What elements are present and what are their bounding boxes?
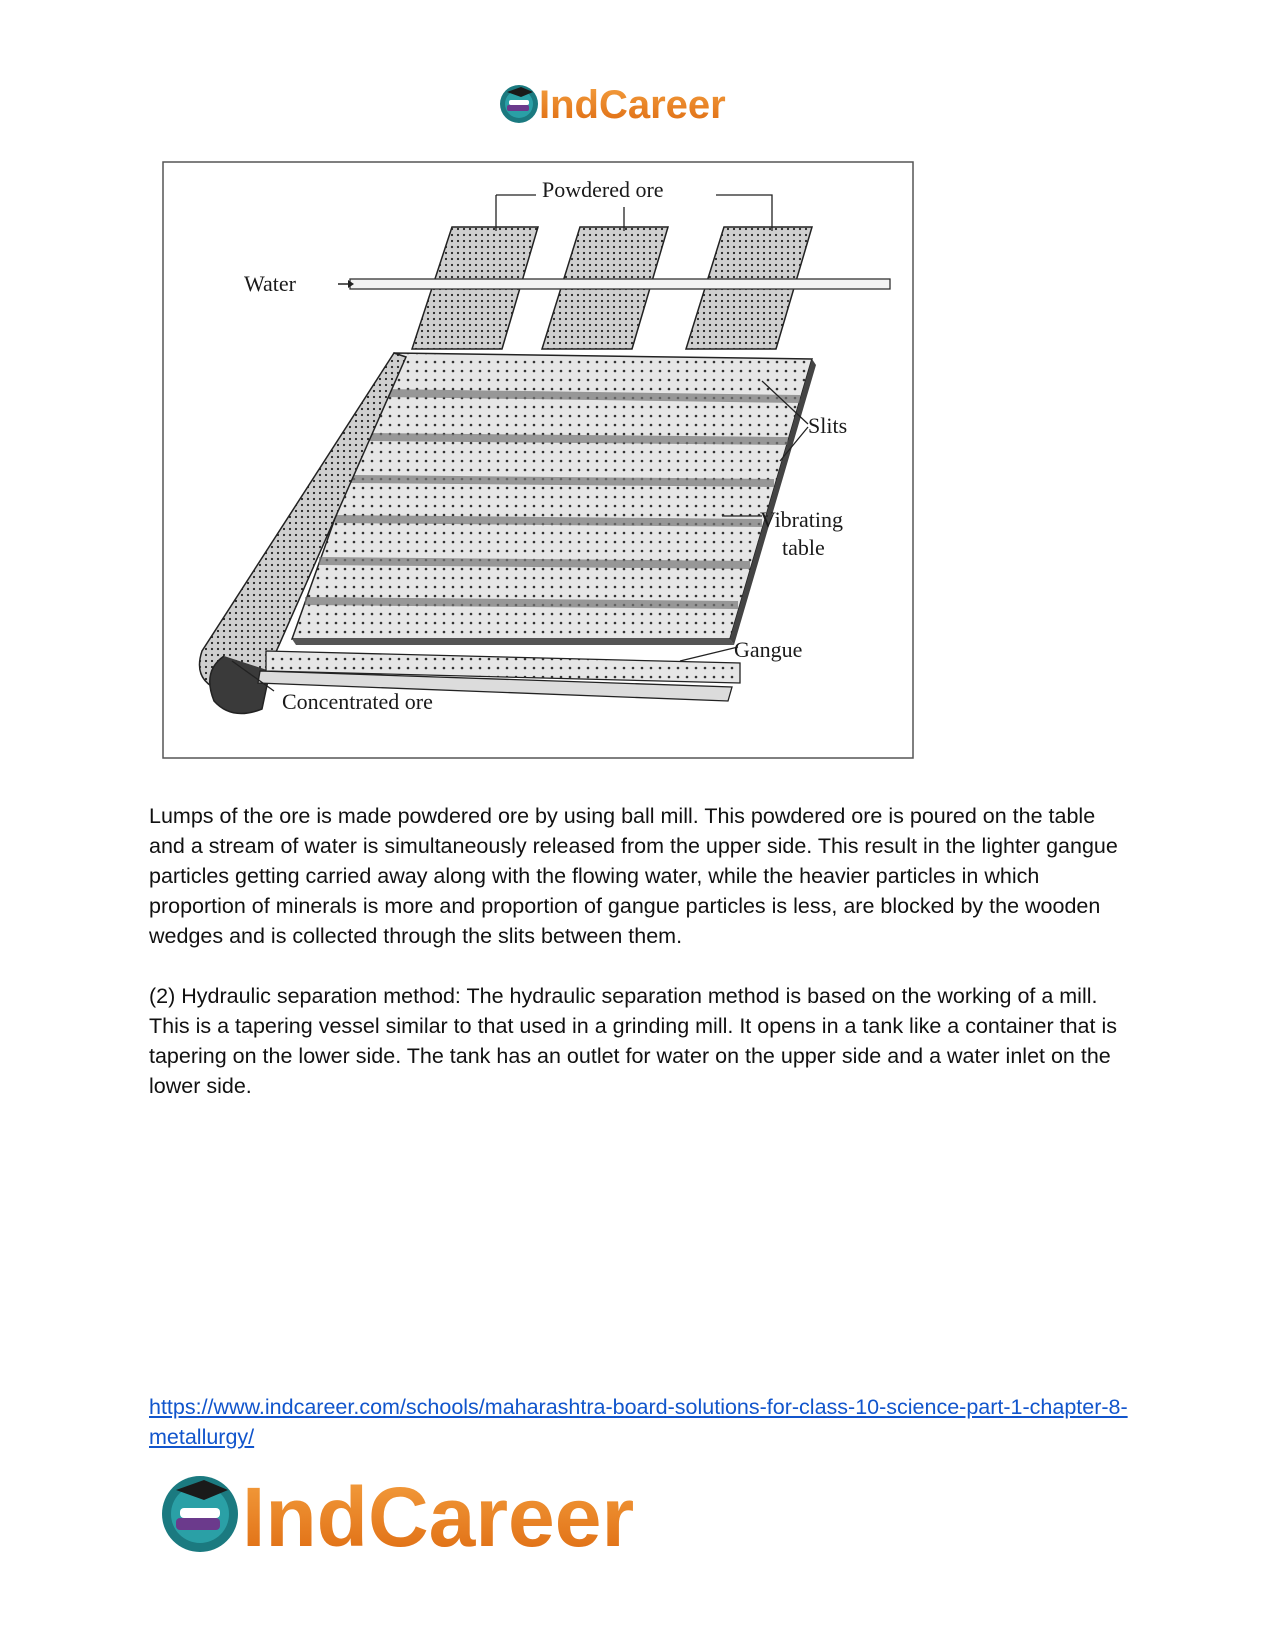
logo-text: IndCareer xyxy=(539,83,726,127)
source-link[interactable]: https://www.indcareer.com/schools/maharashtra-board-solutions-for-class-10-science-part-1-chapter-8-metallurgy/ xyxy=(149,1395,1128,1449)
indcareer-logo-top xyxy=(499,78,769,128)
label-water: Water xyxy=(244,271,296,296)
graduation-book-icon xyxy=(500,85,538,123)
label-concentrated-ore: Concentrated ore xyxy=(282,689,433,714)
label-table: table xyxy=(782,535,825,560)
label-gangue: Gangue xyxy=(734,637,803,662)
paragraph-vibrating-table: Lumps of the ore is made powdered ore by using ball mill. This powdered ore is poured on the table and a stream of water is simultaneously released from the upper side. This result in the lighter gangue particles getting carried away along with the flowing water, while the heavier particles in which proportion of minerals is more and proportion of gangue particles is less, are blocked by the wooden wedges and is collected through the slits between them. xyxy=(149,804,1118,948)
wilfley-table-diagram xyxy=(162,161,914,759)
graduation-book-icon xyxy=(162,1476,238,1552)
water-pipe xyxy=(350,279,890,289)
label-powdered-ore: Powdered ore xyxy=(542,177,664,202)
paragraph-hydraulic-separation: (2) Hydraulic separation method: The hydraulic separation method is based on the working of a mill. This is a tapering vessel similar to that used in a grinding mill. It opens in a tank like a container that is tapering on the lower side. The tank has an outlet for water on the upper side and a water inlet on the lower side. xyxy=(149,984,1117,1098)
indcareer-logo-bottom xyxy=(160,1464,700,1564)
label-vibrating: Vibrating xyxy=(760,507,843,532)
label-slits: Slits xyxy=(808,413,848,438)
logo-text: IndCareer xyxy=(242,1470,635,1564)
